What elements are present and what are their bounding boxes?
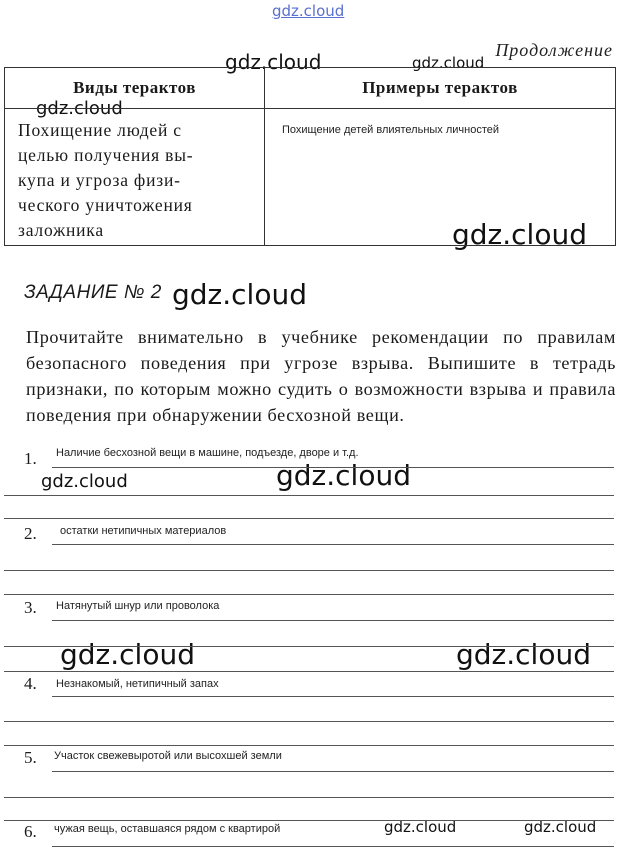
table-row <box>5 109 616 246</box>
continuation-label: Продолжение <box>495 40 613 60</box>
watermark: gdz.cloud <box>276 459 411 492</box>
answer-text: Натянутый шнур или проволока <box>56 600 220 612</box>
answer-number: 5. <box>24 748 37 767</box>
answer-line <box>4 745 614 746</box>
answer-line <box>52 771 614 772</box>
table-header-row <box>5 68 616 109</box>
answer-number: 2. <box>24 524 37 543</box>
answer-line <box>4 495 614 496</box>
column-header-types: Виды терактов <box>5 68 265 109</box>
answer-line <box>52 846 614 847</box>
answer-text: остатки нетипичных материалов <box>60 525 227 537</box>
answer-text: Незнакомый, нетипичный запах <box>56 678 219 690</box>
task-text: Прочитайте внимательно в учебнике рекомендации по правилам безопасного поведения при угрозе взрыва. Выпишите в тетрадь признаки, по которым можно судить о возможности взрыва и правила поведения при обнаружении бесхозной вещи. <box>26 327 616 425</box>
answer-text: чужая вещь, оставшаяся рядом с квартирой <box>54 823 281 835</box>
answer-number: 4. <box>24 674 37 693</box>
answer-line <box>52 544 614 545</box>
watermark: gdz.cloud <box>41 471 128 492</box>
watermark: gdz.cloud <box>456 638 591 671</box>
watermark: gdz.cloud <box>225 50 322 74</box>
watermark: gdz.cloud <box>452 218 587 251</box>
answer-number: 6. <box>24 822 37 841</box>
watermark: gdz.cloud <box>60 638 195 671</box>
answer-text: Участок свежевыротой или высохшей земли <box>54 750 282 762</box>
answer-line <box>52 696 614 697</box>
watermark: gdz.cloud <box>412 54 485 72</box>
answer-line <box>4 518 614 519</box>
cell-line: Похищение людей с <box>18 120 182 140</box>
watermark: gdz.cloud <box>172 278 307 311</box>
task-title: ЗАДАНИЕ № 2 <box>24 282 162 303</box>
watermark: gdz.cloud <box>524 818 597 836</box>
answer-line <box>4 646 614 647</box>
cell-line: купа и угроза физи- <box>18 170 181 190</box>
watermark: gdz.cloud <box>36 98 123 119</box>
answer-line <box>4 820 614 821</box>
answer-number: 3. <box>24 598 37 617</box>
answer-line <box>4 721 614 722</box>
handwritten-example: Похищение детей влиятельных личностей <box>282 124 500 136</box>
table-cell-example <box>265 109 616 246</box>
answer-line <box>4 570 614 571</box>
answer-line <box>52 467 614 468</box>
cell-line: заложника <box>18 220 104 240</box>
answer-line <box>4 797 614 798</box>
cell-line: целью получения вы- <box>18 145 194 165</box>
column-header-examples: Примеры терактов <box>265 68 616 109</box>
watermark-top[interactable]: gdz.cloud <box>272 2 345 20</box>
terror-acts-table <box>4 67 616 246</box>
answer-number: 1. <box>24 449 37 468</box>
cell-line: ческого уничтожения <box>18 195 193 215</box>
answer-line <box>4 594 614 595</box>
table-cell-type <box>5 109 265 246</box>
answer-line <box>52 620 614 621</box>
watermark: gdz.cloud <box>384 818 457 836</box>
answer-text: Наличие бесхозной вещи в машине, подъезде, дворе и т.д. <box>56 447 359 459</box>
answer-line <box>4 671 614 672</box>
